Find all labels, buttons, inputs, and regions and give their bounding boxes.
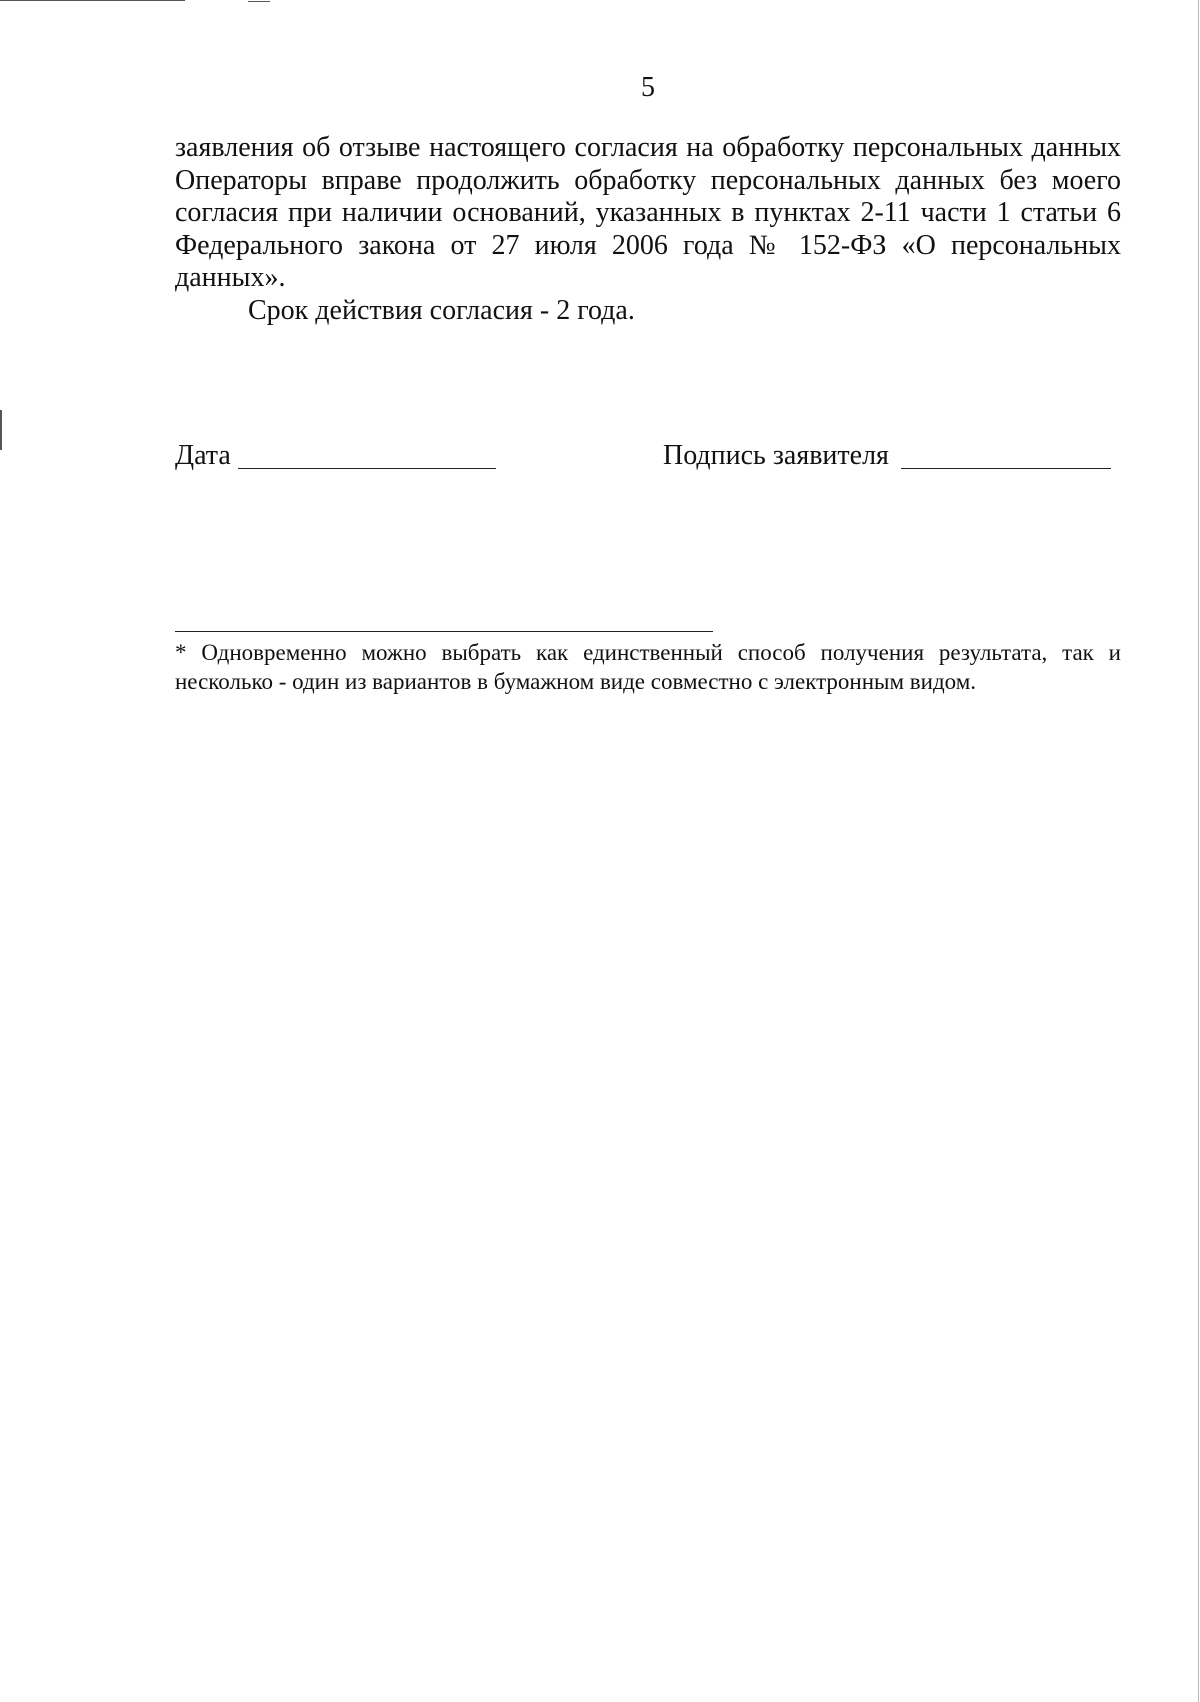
consent-withdrawal-paragraph: заявления об отзыве настоящего согласия на обработку персональных данных Операторы вправе продолжить обработку персональных данных без моего согласия при наличии оснований, указанных в пунктах 2-11 части 1 статьи 6 Федерального закона от 27 июля 2006 года № 152-ФЗ «О персональных данных». (175, 132, 1121, 294)
scan-edge-top-line (0, 0, 185, 1)
page-number: 5 (641, 72, 655, 103)
scan-edge-right-line (1198, 0, 1199, 1702)
body-text (175, 132, 1121, 328)
footnote: * Одновременно можно выбрать как единственный способ получения результата, так и несколько - один из вариантов в бумажном виде совместно с электронным видом. (175, 640, 1121, 694)
signature-row (175, 440, 1121, 480)
signature-blank-line (901, 468, 1111, 469)
scan-edge-left-mark (0, 410, 2, 450)
date-label: Дата (175, 440, 231, 471)
footnote-separator (175, 631, 713, 632)
date-blank-line (238, 468, 496, 469)
applicant-signature-label: Подпись заявителя (663, 440, 889, 471)
scan-edge-top-mark (248, 1, 270, 2)
consent-term-paragraph: Срок действия согласия - 2 года. (248, 294, 635, 326)
